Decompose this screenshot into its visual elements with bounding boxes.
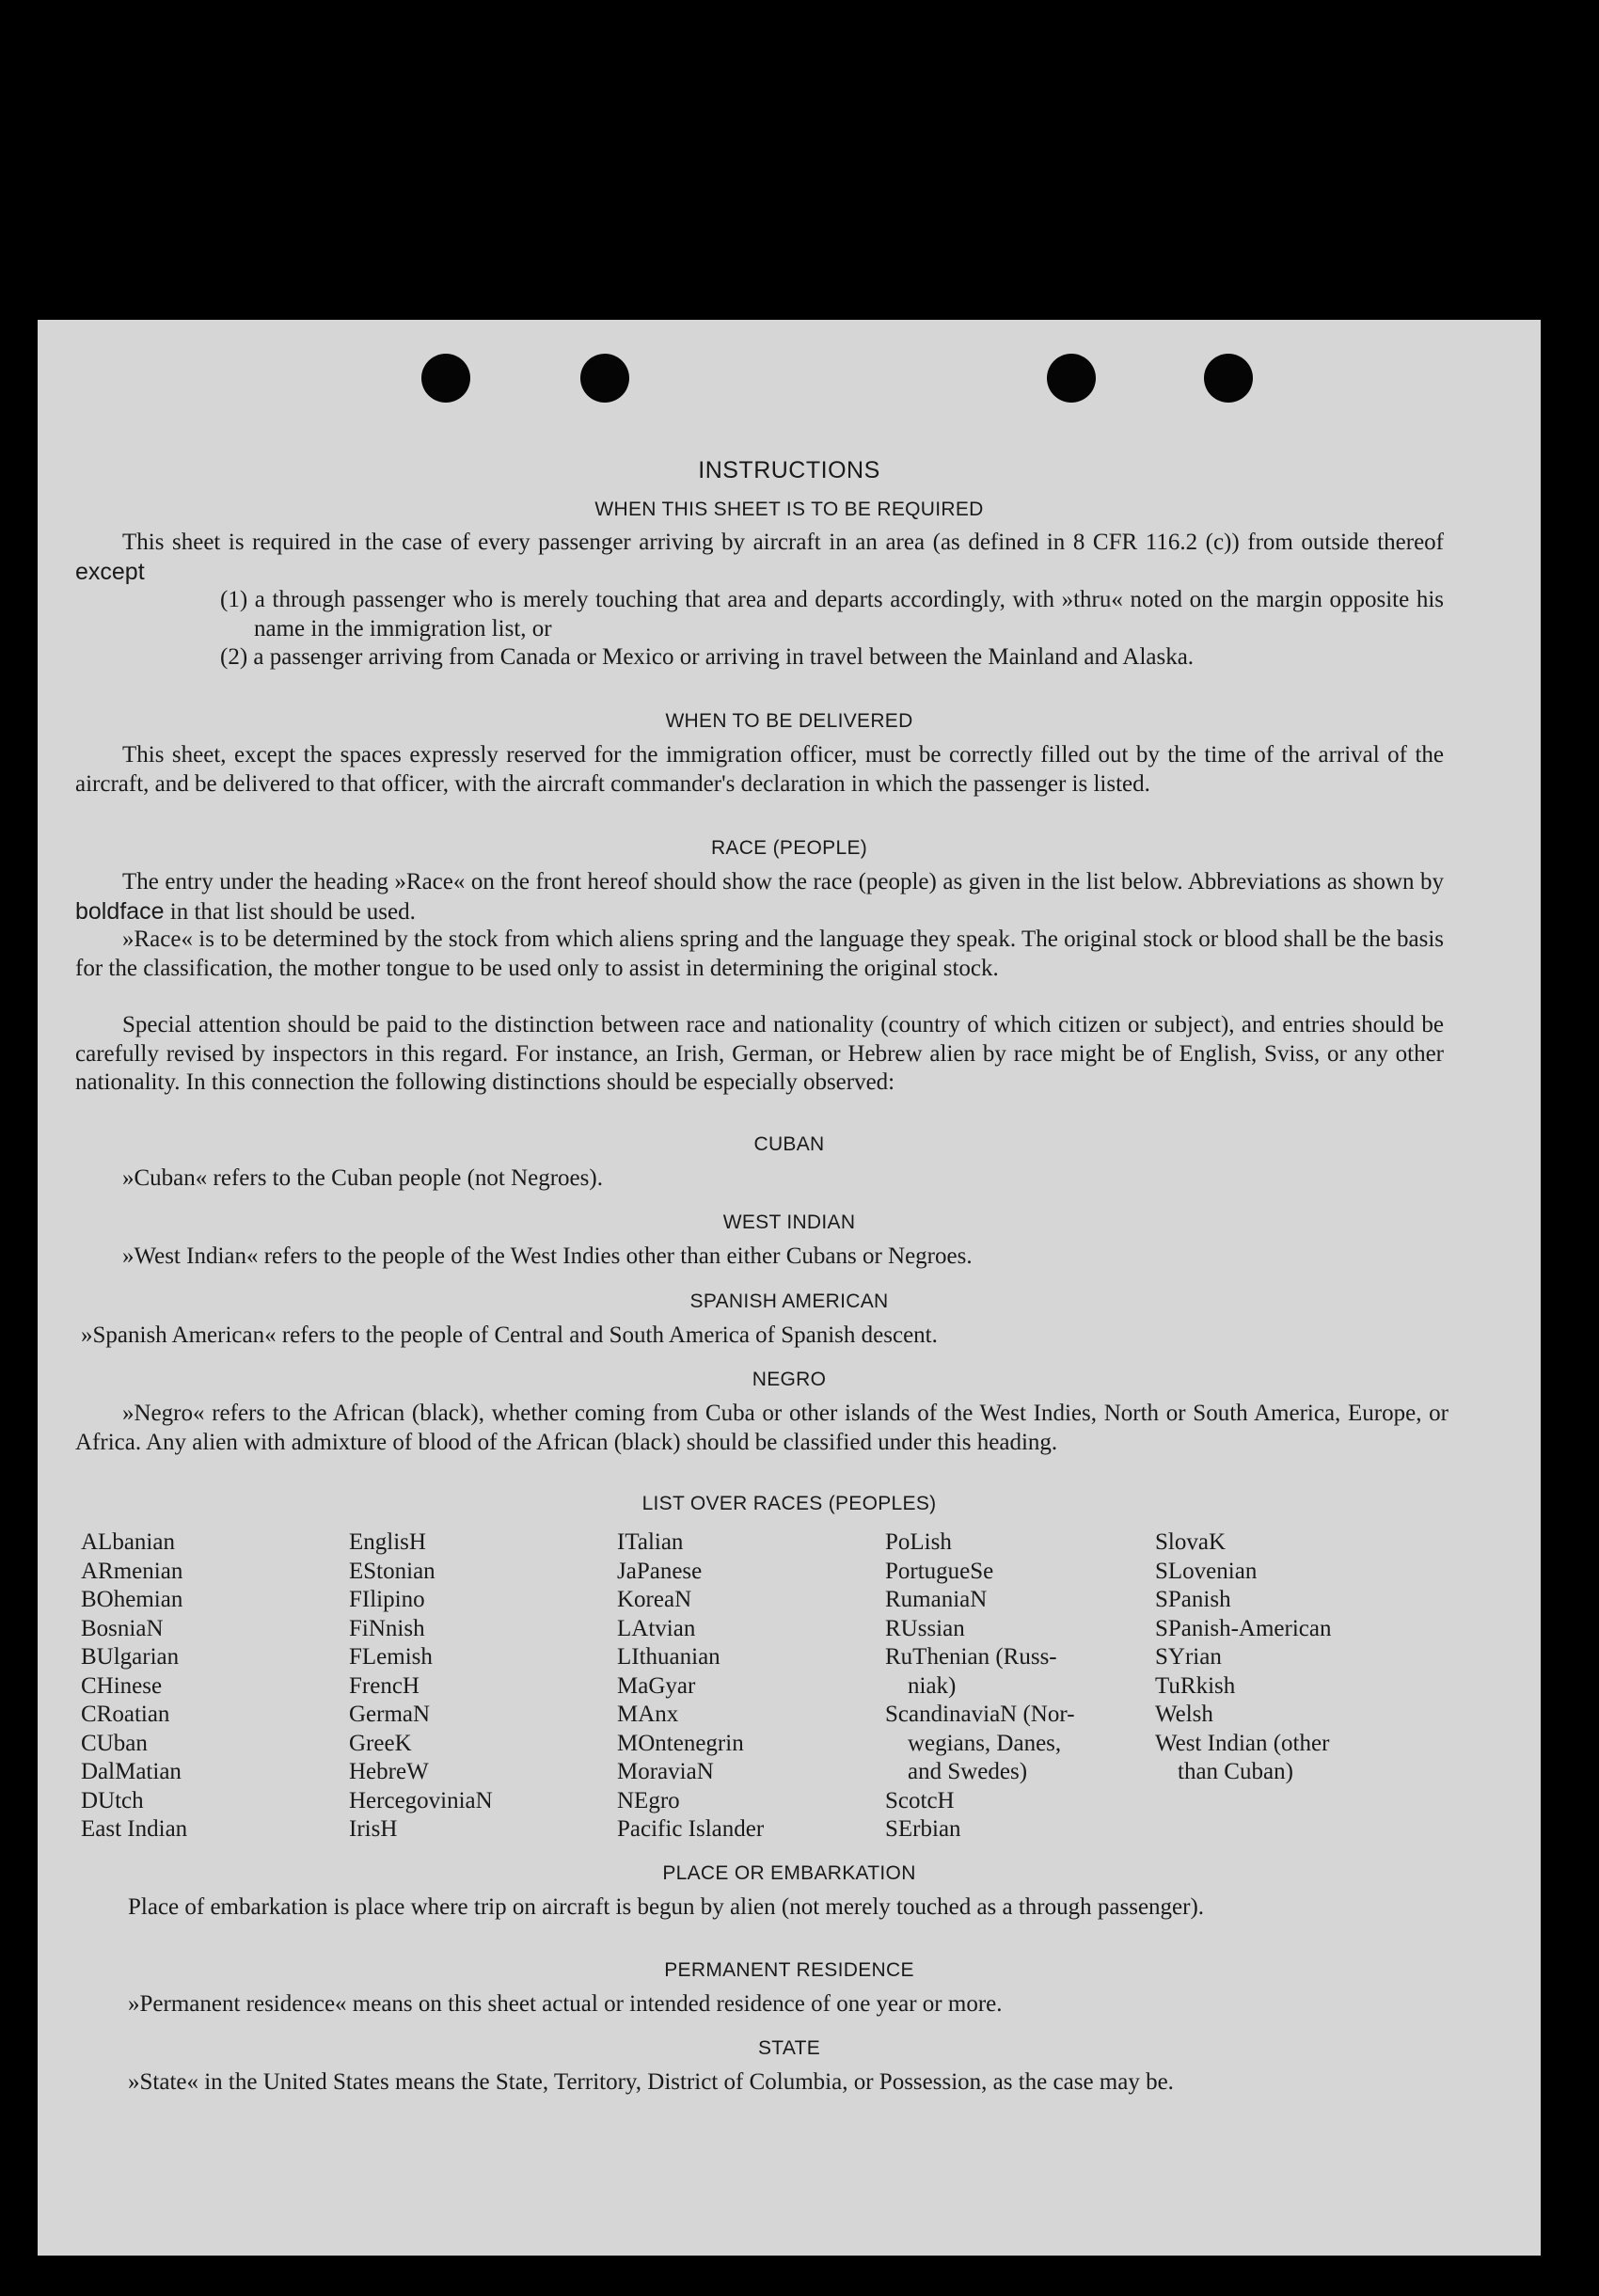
race-entry: TuRkish <box>1155 1672 1236 1699</box>
race-entry: ARmenian <box>81 1558 183 1584</box>
paragraph-delivered: This sheet, except the spaces expressly reserved for the immigration officer, must be correctly filled out by the time of the arrival of the aircraft, and be delivered to that officer, with the aircraft commander's declaration in which the passenger is listed. <box>75 742 1444 797</box>
race-entry: PortugueSe <box>885 1558 994 1584</box>
paragraph-state: »State« in the United States means the State, Territory, District of Columbia, or Possession, as the case may be. <box>128 2069 1174 2095</box>
race-entry: FLemish <box>349 1644 433 1670</box>
race-entry: East Indian <box>81 1816 188 1842</box>
race-entry: DalMatian <box>81 1759 182 1784</box>
race-entry: West Indian (other <box>1155 1730 1330 1756</box>
paragraph-race-3: Special attention should be paid to the distinction between race and nationality (country of which citizen or subject), and entries should be carefully revised by inspectors in this regard. For instance, an Irish, German, or Hebrew alien by race might be of English, Sviss, or any other nationality. In this connection the following distinctions should be especially observed: <box>75 1012 1444 1095</box>
race-entry: GreeK <box>349 1730 412 1756</box>
race-entry: RUssian <box>885 1615 965 1641</box>
paragraph-race-1 <box>75 868 1444 926</box>
race-entry: MOntenegrin <box>617 1730 744 1756</box>
heading-races-list: LIST OVER RACES (PEOPLES) <box>641 1493 937 1514</box>
race-entry: SPanish <box>1155 1587 1231 1612</box>
race-entry: KoreaN <box>617 1587 692 1612</box>
race-entry: Pacific Islander <box>617 1816 765 1842</box>
instruction-sheet <box>38 320 1541 2256</box>
race-entry: IrisH <box>349 1816 398 1842</box>
punch-hole <box>1204 354 1253 403</box>
punch-hole <box>580 354 629 403</box>
paragraph-spanish-american: »Spanish American« refers to the people of Central and South America of Spanish descent. <box>81 1322 938 1348</box>
races-column-5 <box>1155 1528 1418 1787</box>
punch-hole <box>1047 354 1096 403</box>
paragraph-race-2: »Race« is to be determined by the stock from which aliens spring and the language they speak. The original stock or blood shall be the basis for the classification, the mother tongue to be used only to assist in determining the original stock. <box>75 926 1444 981</box>
race-entry: HercegoviniaN <box>349 1787 493 1813</box>
exception-item-2: (2) a passenger arriving from Canada or Mexico or arriving in travel between the Mainland and Alaska. <box>220 644 1195 670</box>
heading-residence: PERMANENT RESIDENCE <box>664 1959 914 1981</box>
races-column-1 <box>81 1528 344 1845</box>
race-entry: MoraviaN <box>617 1759 714 1784</box>
heading-when-delivered: WHEN TO BE DELIVERED <box>665 710 913 732</box>
race-entry: LIthuanian <box>617 1644 720 1670</box>
race-entry: NEgro <box>617 1787 680 1813</box>
heading-race: RACE (PEOPLE) <box>710 837 868 859</box>
race-entry: RumaniaN <box>885 1587 988 1612</box>
exception-item-1: (1) a through passenger who is merely touching that area and departs accordingly, with »thru« noted on the margin opposite his name in the immigration list, or <box>220 587 1444 641</box>
race-entry: JaPanese <box>617 1558 703 1584</box>
race-entry: SLovenian <box>1155 1558 1258 1584</box>
heading-state: STATE <box>757 2037 821 2059</box>
race-p1-end: in that list should be used. <box>169 898 416 925</box>
race-entry: SPanish-American <box>1155 1615 1332 1641</box>
race-entry: LAtvian <box>617 1615 696 1641</box>
paragraph-negro: »Negro« refers to the African (black), whether coming from Cuba or other islands of the West Indies, North or South America, Europe, or Africa. Any alien with admixture of blood of the African (black) should be classified under this heading. <box>75 1401 1449 1455</box>
race-entry: niak) <box>908 1672 957 1699</box>
paragraph-residence: »Permanent residence« means on this sheet actual or intended residence of one year or more. <box>128 1991 1003 2017</box>
paragraph-west-indian: »West Indian« refers to the people of the West Indies other than either Cubans or Negroes. <box>122 1243 973 1269</box>
race-entry: HebreW <box>349 1759 429 1784</box>
race-entry: ScotcH <box>885 1787 955 1813</box>
race-entry: and Swedes) <box>908 1759 1028 1784</box>
race-entry: EStonian <box>349 1558 435 1584</box>
race-entry: ScandinaviaN (Nor- <box>885 1702 1075 1727</box>
race-entry: BOhemian <box>81 1587 183 1612</box>
races-column-4 <box>885 1528 1148 1845</box>
race-entry: MaGyar <box>617 1672 696 1699</box>
heading-negro: NEGRO <box>752 1369 827 1390</box>
race-entry: SlovaK <box>1155 1529 1226 1555</box>
race-entry: PoLish <box>885 1529 952 1555</box>
paragraph-cuban: »Cuban« refers to the Cuban people (not Negroes). <box>122 1165 603 1191</box>
except-bold: except <box>75 558 145 585</box>
page-title: INSTRUCTIONS <box>698 457 880 483</box>
heading-west-indian: WEST INDIAN <box>722 1211 856 1233</box>
race-entry: CRoatian <box>81 1702 170 1727</box>
heading-spanish-american: SPANISH AMERICAN <box>689 1291 889 1312</box>
race-entry: RuThenian (Russ- <box>885 1644 1057 1670</box>
race-entry: FiNnish <box>349 1615 425 1641</box>
race-entry: Welsh <box>1155 1702 1213 1727</box>
race-entry: than Cuban) <box>1178 1759 1293 1784</box>
race-entry: wegians, Danes, <box>908 1730 1062 1756</box>
paragraph-required-intro <box>75 529 1444 587</box>
race-entry: GermaN <box>349 1702 431 1727</box>
race-p1-text: The entry under the heading »Race« on the front hereof should show the race (people) as given in the list below. Abbreviations as shown by <box>122 869 1444 895</box>
boldface-word: boldface <box>75 897 165 925</box>
race-entry: CUban <box>81 1730 148 1756</box>
punch-hole <box>421 354 470 403</box>
paragraph-embarkation: Place of embarkation is place where trip on aircraft is begun by alien (not merely touched as a through passenger). <box>128 1894 1205 1920</box>
required-intro-text: This sheet is required in the case of every passenger arriving by aircraft in an area (as defined in 8 CFR 116.2 (c)) from outside thereof <box>122 530 1444 555</box>
races-column-3 <box>617 1528 880 1845</box>
heading-embarkation: PLACE OR EMBARKATION <box>662 1862 916 1884</box>
race-entry: ALbanian <box>81 1529 175 1555</box>
race-entry: FIlipino <box>349 1587 425 1612</box>
race-entry: BUlgarian <box>81 1644 180 1670</box>
race-entry: DUtch <box>81 1787 144 1813</box>
race-entry: EnglisH <box>349 1529 426 1555</box>
races-column-2 <box>349 1528 612 1845</box>
race-entry: CHinese <box>81 1672 163 1699</box>
race-entry: ITalian <box>617 1529 684 1555</box>
race-entry: SErbian <box>885 1816 961 1842</box>
race-entry: FrencH <box>349 1672 420 1699</box>
race-entry: BosniaN <box>81 1615 164 1641</box>
heading-when-required: WHEN THIS SHEET IS TO BE REQUIRED <box>594 499 984 520</box>
race-entry: MAnx <box>617 1702 679 1727</box>
heading-cuban: CUBAN <box>753 1133 825 1155</box>
race-entry: SYrian <box>1155 1644 1222 1670</box>
